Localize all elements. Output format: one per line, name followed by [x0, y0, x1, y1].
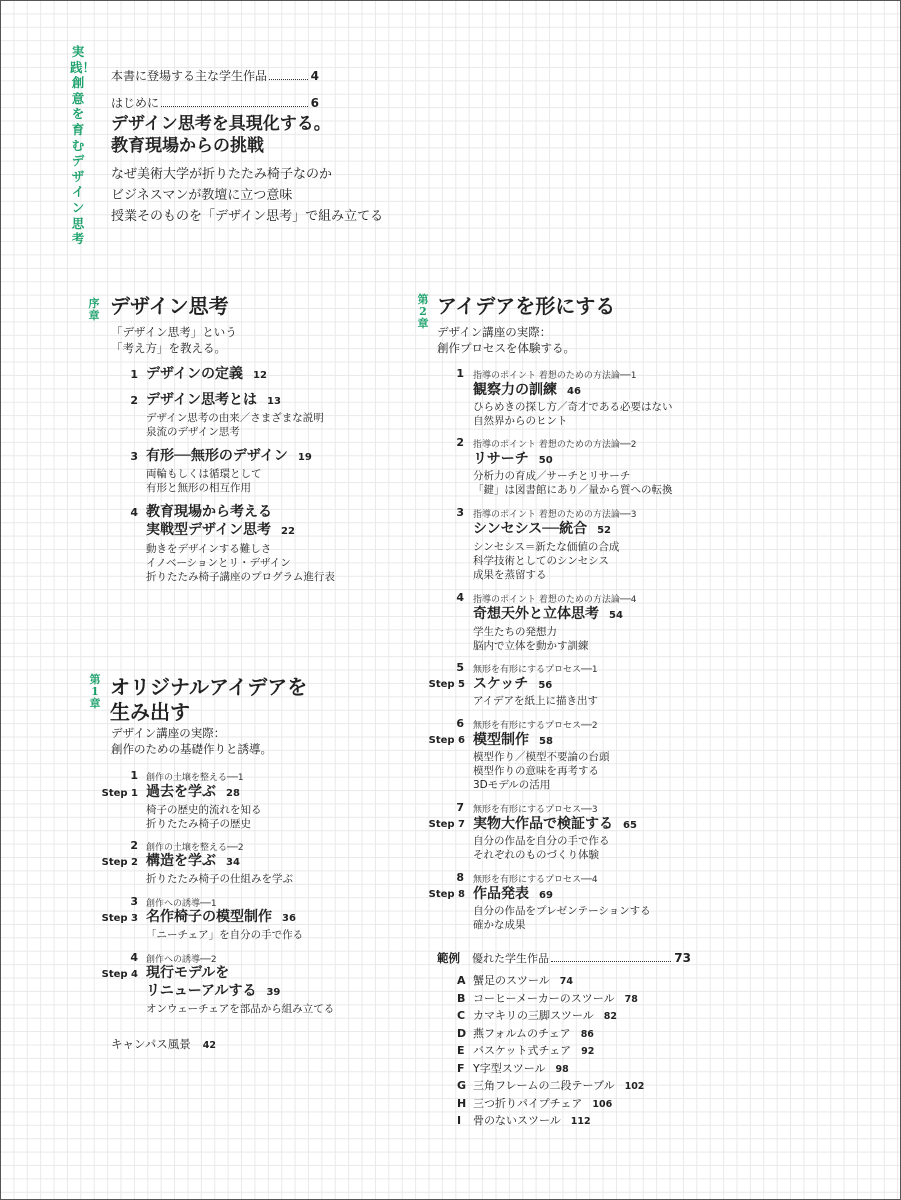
example-item[interactable] — [457, 1042, 594, 1058]
prologue-sub-2: 「考え方」を教える。 — [111, 341, 226, 355]
example-page: 106 — [592, 1099, 613, 1110]
entry-kicker: 創作への誘導──1 — [146, 899, 217, 909]
chapter1-title — [110, 675, 307, 725]
intro-line-2: ビジネスマンが教壇に立つ意味 — [111, 188, 293, 203]
toc-entry-learn-structure[interactable] — [146, 852, 240, 872]
entry-title: 過去を学ぶ — [146, 784, 216, 800]
entry-number: 7 — [456, 801, 464, 814]
entry-page: 19 — [297, 452, 312, 463]
entry-title: 有形──無形のデザイン — [146, 448, 288, 464]
toc-item-introduction[interactable] — [111, 94, 319, 111]
example-title: バスケット式チェア — [473, 1044, 572, 1057]
entry-sub: 脳内で立体を動かす訓練 — [473, 640, 589, 652]
prologue-sub-1: 「デザイン思考」という — [111, 325, 237, 339]
example-letter: E — [457, 1044, 465, 1057]
entry-title-line-2: リニューアルする — [146, 983, 257, 999]
entry-title: スケッチ — [473, 676, 529, 692]
toc-entry-learn-the-past[interactable] — [146, 783, 240, 803]
examples-page: 73 — [674, 951, 691, 965]
example-item[interactable] — [457, 1007, 617, 1023]
entry-page: 46 — [567, 386, 581, 397]
example-letter: A — [457, 974, 466, 987]
entry-page: 36 — [282, 913, 296, 924]
example-title: 骨のないスツール — [473, 1114, 561, 1127]
entry-title-line-2: 実戦型デザイン思考 — [146, 522, 272, 538]
entry-title: 模型制作 — [473, 732, 529, 748]
chapter-label-sho: 章 — [417, 317, 429, 330]
entry-page: 28 — [226, 788, 240, 799]
toc-item-students-works[interactable] — [111, 67, 319, 84]
entry-sub: 「ニーチェア」を自分の手で作る — [146, 929, 304, 941]
entry-number: 2 — [130, 394, 138, 407]
entry-kicker: 創作の土壌を整える──1 — [146, 773, 244, 783]
example-item[interactable] — [457, 990, 638, 1006]
examples-label: 範例 — [437, 951, 460, 965]
dotted-leader — [269, 79, 308, 80]
step-label: Step 4 — [101, 969, 138, 980]
intro-title-line-2: 教育現場からの挑戦 — [111, 136, 264, 156]
entry-sub: 模型作り／模型不要論の台頭 — [473, 751, 610, 763]
entry-number: 5 — [456, 661, 464, 674]
toc-item-page: 6 — [310, 96, 319, 110]
toc-entry-sketch[interactable] — [473, 675, 552, 695]
example-page: 98 — [555, 1064, 569, 1075]
example-title: 三つ折りパイプチェア — [473, 1097, 583, 1110]
entry-title: 奇想天外と立体思考 — [473, 606, 599, 622]
entry-sub: 折りたたみ椅子講座のプログラム進行表 — [146, 571, 335, 583]
entry-number: 4 — [130, 506, 138, 519]
campus-label: キャンパス風景 — [111, 1037, 191, 1051]
entry-sub: シンセシス＝新たな価値の合成 — [473, 541, 620, 553]
entry-sub: 両輪もしくは循環として — [146, 468, 262, 480]
entry-sub: オンウェーチェアを部品から組み立てる — [146, 1003, 335, 1015]
prologue-label-text: 序章 — [88, 297, 100, 322]
chapter1-title-line-2: 生み出す — [110, 700, 190, 724]
toc-item-page: 4 — [310, 69, 319, 83]
entry-kicker: 創作の土壌を整える──2 — [146, 843, 244, 853]
dotted-leader — [161, 106, 308, 107]
step-label: Step 3 — [101, 913, 138, 924]
toc-entry-presentation[interactable] — [473, 885, 553, 905]
step-label: Step 5 — [428, 679, 465, 690]
example-page: 74 — [559, 976, 574, 987]
toc-entry-tangible-intangible[interactable] — [146, 447, 312, 467]
example-item[interactable] — [457, 1095, 612, 1111]
example-page: 82 — [603, 1011, 618, 1022]
entry-kicker: 創作への誘導──2 — [146, 955, 217, 965]
toc-entry-campus[interactable] — [111, 1036, 216, 1052]
entry-page: 65 — [623, 820, 637, 831]
entry-kicker: 無形を有形にするプロセス──3 — [473, 805, 598, 815]
entry-kicker: 無形を有形にするプロセス──2 — [473, 721, 598, 731]
step-label: Step 8 — [428, 889, 465, 900]
entry-number: 3 — [130, 450, 138, 463]
chapter-label-number: 1 — [91, 685, 99, 698]
example-item[interactable] — [457, 1060, 569, 1076]
entry-title: 名作椅子の模型制作 — [146, 909, 272, 925]
chapter2-label — [415, 294, 431, 330]
toc-entry-design-definition[interactable] — [146, 365, 267, 385]
chapter2-title: アイデアを形にする — [437, 294, 616, 318]
campus-page: 42 — [202, 1040, 216, 1051]
entry-sub: 「鍵」は図書館にあり／量から質への転換 — [473, 484, 673, 496]
example-letter: D — [457, 1027, 467, 1040]
entry-sub: 折りたたみ椅子の歴史 — [146, 818, 251, 830]
entry-sub: 自分の作品を自分の手で作る — [473, 835, 610, 847]
toc-item-label: 本書に登場する主な学生作品 — [111, 69, 268, 83]
example-item[interactable] — [457, 1077, 644, 1093]
example-page: 86 — [580, 1029, 594, 1040]
example-title: カマキリの三脚スツール — [473, 1009, 594, 1022]
entry-title: デザインの定義 — [146, 366, 244, 382]
entry-sub: イノベーションとリ・デザイン — [146, 557, 291, 569]
entry-sub: 学生たちの発想力 — [473, 626, 557, 638]
chapter-label-dai: 第 — [89, 673, 101, 686]
chapter-label-sho: 章 — [89, 697, 101, 710]
intro-line-1: なぜ美術大学が折りたたみ椅子なのか — [111, 167, 333, 182]
entry-sub: 折りたたみ椅子の仕組みを学ぶ — [146, 873, 293, 885]
example-letter: G — [457, 1079, 467, 1092]
entry-page: 50 — [538, 455, 553, 466]
entry-sub: 科学技術としてのシンセシス — [473, 555, 609, 567]
entry-number: 1 — [130, 368, 138, 381]
example-letter: F — [457, 1062, 465, 1075]
entry-number: 1 — [130, 769, 138, 782]
example-item[interactable] — [457, 1112, 591, 1128]
entry-title: デザイン思考とは — [146, 392, 258, 408]
example-title: 三角フレームの二段テーブル — [473, 1079, 615, 1092]
example-page: 112 — [570, 1116, 591, 1127]
entry-number: 1 — [456, 367, 464, 380]
toc-entry-what-is-design-thinking[interactable] — [146, 391, 281, 411]
entry-number: 2 — [456, 436, 464, 449]
toc-entry-spatial-thinking[interactable] — [473, 605, 623, 625]
entry-page: 69 — [539, 890, 553, 901]
example-title: コーヒーメーカーのスツール — [473, 992, 615, 1005]
entry-number: 4 — [130, 951, 138, 964]
entry-sub: 3Dモデルの活用 — [473, 779, 551, 791]
example-letter: C — [457, 1009, 466, 1022]
entry-number: 2 — [130, 839, 138, 852]
entry-number: 6 — [456, 717, 464, 730]
toc-entry-research[interactable] — [473, 450, 553, 470]
prologue-label — [88, 298, 100, 322]
chapter2-sub-1: デザイン講座の実際： — [437, 325, 552, 339]
entry-page: 34 — [226, 857, 240, 868]
step-label: Step 7 — [428, 819, 465, 830]
example-title: 燕フォルムのチェア — [473, 1027, 571, 1040]
toc-item-label: はじめに — [111, 96, 160, 110]
step-label: Step 1 — [101, 788, 138, 799]
example-page: 92 — [581, 1046, 595, 1057]
prologue-title: デザイン思考 — [110, 294, 229, 318]
example-letter: H — [457, 1097, 467, 1110]
entry-sub: 椅子の歴史的流れを知る — [146, 804, 262, 816]
entry-sub: それぞれのものづくり体験 — [473, 849, 599, 861]
example-title: Y字型スツール — [473, 1062, 546, 1075]
entry-number: 8 — [456, 871, 464, 884]
entry-kicker: 指導のポイント 着想のための方法論──1 — [473, 371, 637, 381]
entry-kicker: 指導のポイント 着想のための方法論──4 — [473, 595, 637, 605]
entry-title: 実物大作品で検証する — [473, 816, 613, 832]
entry-sub: 確かな成果 — [473, 919, 526, 931]
example-letter: B — [457, 992, 466, 1005]
entry-sub: 成果を蒸留する — [473, 569, 547, 581]
entry-sub: デザイン思考の由来／さまざまな説明 — [146, 412, 324, 424]
entry-title: 作品発表 — [473, 886, 529, 902]
toc-entry-renew-model[interactable] — [146, 964, 280, 1002]
entry-page: 54 — [609, 610, 623, 621]
vertical-book-title: 実践！創意を育むデザイン思考 — [70, 44, 96, 247]
chapter-label-number: 2 — [419, 305, 427, 318]
example-item[interactable] — [457, 1025, 594, 1041]
toc-entry-examples[interactable] — [472, 950, 691, 966]
entry-kicker: 無形を有形にするプロセス──1 — [473, 665, 598, 675]
entry-title-line-1: 教育現場から考える — [146, 504, 272, 520]
chapter1-label — [87, 674, 103, 710]
example-item[interactable] — [457, 972, 573, 988]
entry-title: シンセシス──統合 — [473, 521, 588, 537]
entry-kicker: 指導のポイント 着想のための方法論──2 — [473, 440, 637, 450]
entry-sub: 泉流のデザイン思考 — [146, 426, 240, 438]
entry-page: 13 — [267, 396, 281, 407]
toc-entry-full-scale[interactable] — [473, 815, 637, 835]
entry-page: 58 — [539, 736, 553, 747]
step-label: Step 2 — [101, 857, 138, 868]
toc-entry-practical-design-thinking[interactable] — [146, 503, 295, 541]
dotted-leader — [551, 961, 671, 962]
entry-page: 56 — [538, 680, 553, 691]
chapter1-title-line-1: オリジナルアイデアを — [110, 675, 308, 699]
example-page: 78 — [624, 994, 638, 1005]
example-letter: I — [457, 1114, 462, 1127]
entry-title: 構造を学ぶ — [146, 853, 216, 869]
entry-sub: 模型作りの意味を再考する — [473, 765, 599, 777]
toc-entry-model-making[interactable] — [473, 731, 553, 751]
entry-page: 39 — [266, 987, 281, 998]
intro-line-3: 授業そのものを「デザイン思考」で組み立てる — [111, 209, 384, 224]
toc-entry-masterpiece-model[interactable] — [146, 908, 296, 928]
entry-sub: 有形と無形の相互作用 — [146, 482, 251, 494]
toc-entry-observation-training[interactable] — [473, 381, 581, 401]
examples-title: 優れた学生作品 — [472, 952, 549, 965]
entry-sub: アイデアを紙上に描き出す — [473, 695, 599, 707]
entry-number: 3 — [456, 506, 464, 519]
intro-title-line-1: デザイン思考を具現化する。 — [111, 114, 331, 134]
entry-kicker: 無形を有形にするプロセス──4 — [473, 875, 598, 885]
entry-title: 観察力の訓練 — [473, 382, 557, 398]
chapter2-sub-2: 創作プロセスを体験する。 — [437, 341, 575, 355]
entry-number: 4 — [456, 591, 464, 604]
entry-title: リサーチ — [473, 451, 529, 467]
chapter1-sub-2: 創作のための基礎作りと誘導。 — [111, 742, 272, 756]
toc-entry-synthesis[interactable] — [473, 520, 611, 540]
entry-sub: 分析力の育成／サーチとリサーチ — [473, 470, 631, 482]
entry-page: 12 — [253, 370, 267, 381]
entry-kicker: 指導のポイント 着想のための方法論──3 — [473, 510, 637, 520]
entry-sub: ひらめきの探し方／奇才である必要はない — [473, 401, 673, 413]
entry-page: 52 — [597, 525, 612, 536]
step-label: Step 6 — [428, 735, 465, 746]
entry-number: 3 — [130, 895, 138, 908]
entry-sub: 自然界からのヒント — [473, 415, 568, 427]
entry-sub: 自分の作品をプレゼンテーションする — [473, 905, 651, 917]
entry-sub: 動きをデザインする難しさ — [146, 543, 272, 555]
entry-page: 22 — [281, 526, 295, 537]
entry-title-line-1: 現行モデルを — [146, 965, 230, 981]
chapter1-sub-1: デザイン講座の実際： — [111, 726, 226, 740]
example-page: 102 — [624, 1081, 645, 1092]
chapter-label-dai: 第 — [417, 293, 429, 306]
example-title: 蟹足のスツール — [473, 974, 550, 987]
